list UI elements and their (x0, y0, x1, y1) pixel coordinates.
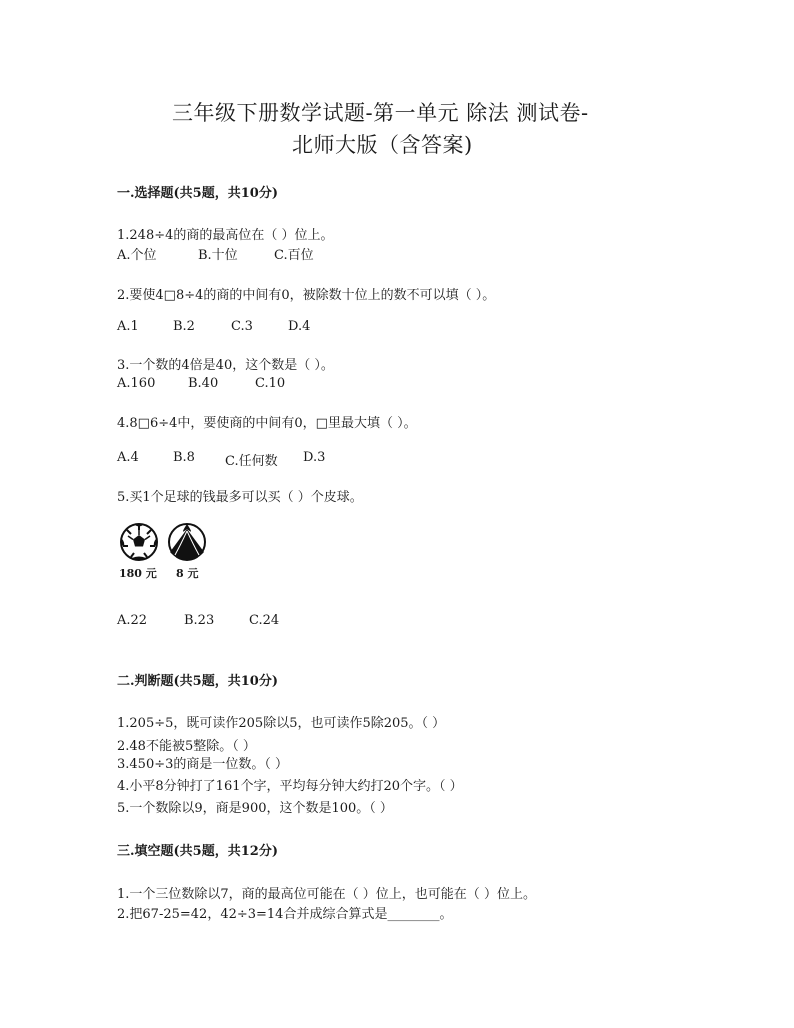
question-3-option-b: B.40 (188, 376, 219, 391)
fill-blank-item: 2.把67-25=42，42÷3=14合并成综合算式是________。 (117, 907, 453, 922)
question-2-option-a: A.1 (117, 319, 139, 334)
question-5: 5.买1个足球的钱最多可以买（ ）个皮球。 (117, 490, 363, 505)
question-4-option-d: D.3 (303, 450, 326, 465)
ball-icon (167, 522, 207, 562)
football-price: 180 元 (119, 567, 157, 580)
section-heading-choice: 一.选择题(共5题，共10分) (117, 186, 278, 201)
fill-blank-item: 1.一个三位数除以7，商的最高位可能在（ ）位上，也可能在（ ）位上。 (117, 887, 536, 902)
question-1: 1.248÷4的商的最高位在（ ）位上。 (117, 228, 334, 243)
question-2-option-b: B.2 (173, 319, 195, 334)
ball-price: 8 元 (176, 567, 199, 580)
judgement-item: 2.48不能被5整除。（ ） (117, 739, 256, 754)
question-3-option-a: A.160 (117, 376, 156, 391)
question-3: 3.一个数的4倍是40，这个数是（ ）。 (117, 358, 334, 373)
section-heading-judgement: 二.判断题(共5题，共10分) (117, 674, 278, 689)
judgement-item: 3.450÷3的商是一位数。（ ） (117, 757, 289, 772)
football-icon (119, 522, 159, 562)
question-4: 4.8□6÷4中，要使商的中间有0，□里最大填（ ）。 (117, 416, 417, 431)
question-4-option-c: C.任何数 (225, 454, 278, 469)
question-1-option-a: A.个位 (117, 248, 157, 263)
question-2: 2.要使4□8÷4的商的中间有0，被除数十位上的数不可以填（ ）。 (117, 288, 496, 303)
judgement-item: 1.205÷5，既可读作205除以5，也可读作5除205。（ ） (117, 716, 446, 731)
judgement-item: 5.一个数除以9，商是900，这个数是100。（ ） (117, 801, 393, 816)
doc-title-line2: 北师大版（含答案) (292, 133, 473, 157)
question-3-option-c: C.10 (255, 376, 286, 391)
judgement-item: 4.小平8分钟打了161个字，平均每分钟大约打20个字。（ ） (117, 779, 463, 794)
question-2-option-d: D.4 (288, 319, 311, 334)
question-4-option-a: A.4 (117, 450, 139, 465)
question-4-option-b: B.8 (173, 450, 195, 465)
question-1-option-b: B.十位 (198, 248, 238, 263)
question-5-option-c: C.24 (249, 613, 280, 628)
question-5-option-a: A.22 (117, 613, 148, 628)
doc-title-line1: 三年级下册数学试题-第一单元 除法 测试卷- (172, 101, 589, 125)
question-2-option-c: C.3 (231, 319, 253, 334)
section-heading-fill-blank: 三.填空题(共5题，共12分) (117, 844, 278, 859)
question-5-option-b: B.23 (184, 613, 215, 628)
question-1-option-c: C.百位 (274, 248, 314, 263)
